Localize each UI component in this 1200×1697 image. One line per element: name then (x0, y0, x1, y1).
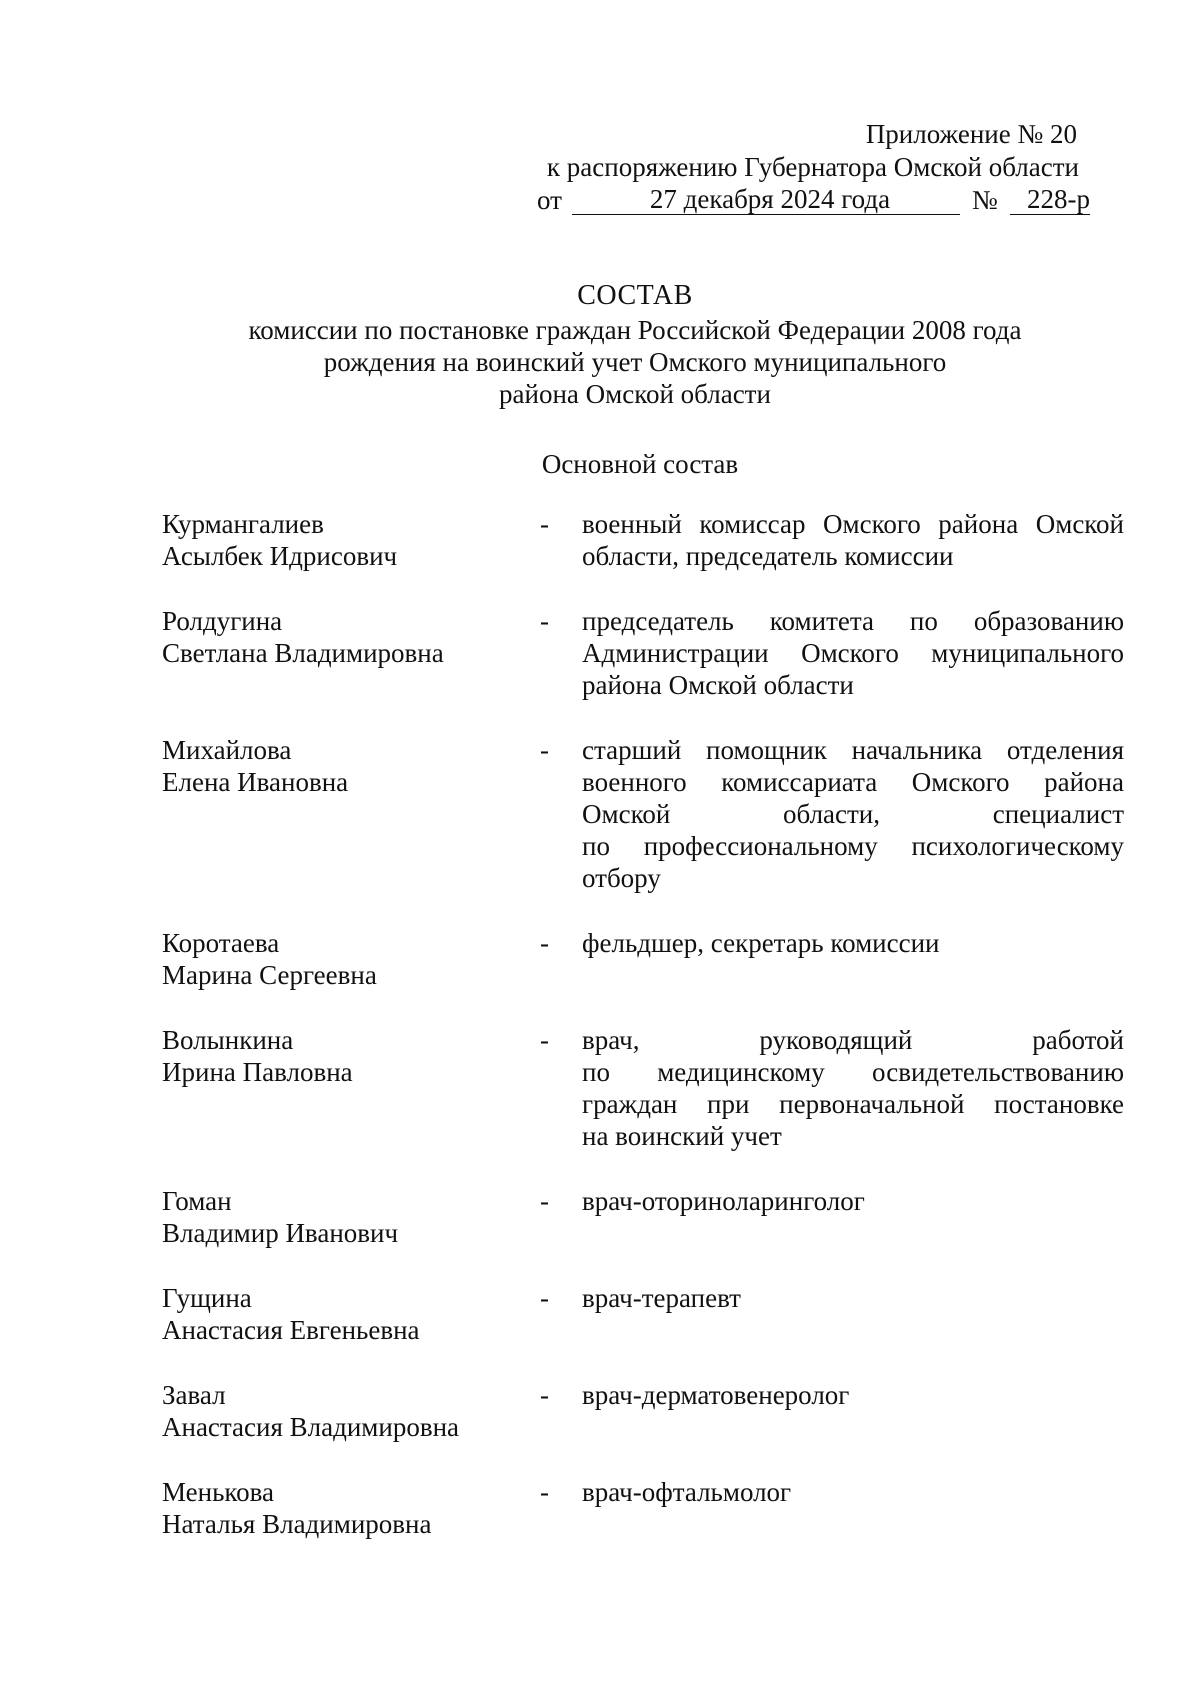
member-role-line: врач-офтальмолог (582, 1477, 792, 1507)
member-role-line: по медицинскому освидетельствованию (582, 1057, 1124, 1087)
member-surname: Менькова (162, 1477, 275, 1507)
member-role-line: граждан при первоначальной постановке (582, 1089, 1124, 1119)
member-name (162, 1024, 540, 1152)
member-name (162, 508, 540, 572)
member-surname: Гущина (162, 1283, 252, 1313)
member-given-names: Наталья Владимировна (162, 1509, 432, 1539)
member-role (582, 734, 1124, 894)
member-row (162, 1282, 1124, 1346)
member-dash: - (540, 1380, 549, 1410)
member-role (582, 927, 1124, 991)
member-dash: - (540, 1283, 549, 1313)
member-role (582, 1024, 1124, 1152)
member-name (162, 1185, 540, 1249)
member-role-line: врач-терапевт (582, 1283, 741, 1313)
member-dash: - (540, 1025, 549, 1055)
member-role-line: врач-дерматовенеролог (582, 1380, 850, 1410)
member-name (162, 605, 540, 701)
member-given-names: Марина Сергеевна (162, 960, 377, 990)
member-role-line: фельдшер, секретарь комиссии (582, 928, 940, 958)
member-role-line: врач, руководящий работой (582, 1025, 1124, 1055)
member-surname: Завал (162, 1380, 226, 1410)
member-role-line: по профессиональному психологическому (582, 831, 1124, 861)
document-title (150, 280, 1120, 410)
member-dash: - (540, 928, 549, 958)
appendix-header (490, 118, 1090, 217)
member-row (162, 1476, 1124, 1540)
order-date-text: 27 декабря 2024 года (649, 184, 891, 214)
member-row (162, 1185, 1124, 1249)
member-surname: Коротаева (162, 928, 280, 958)
member-role (582, 605, 1124, 701)
member-surname: Ролдугина (162, 606, 283, 636)
member-surname: Волынкина (162, 1025, 294, 1055)
member-name (162, 1476, 540, 1540)
member-row (162, 605, 1124, 701)
appendix-label: Приложение № 20 (865, 119, 1077, 149)
member-row (162, 927, 1124, 991)
member-role-line: отбору (582, 863, 661, 893)
member-role (582, 1379, 1124, 1443)
member-role-line: области, председатель комиссии (582, 541, 954, 571)
member-row (162, 508, 1124, 572)
member-name (162, 927, 540, 991)
order-date-number (490, 184, 1090, 217)
member-role-line: председатель комитета по образованию (582, 606, 1124, 636)
number-prefix: № (972, 185, 998, 215)
member-dash: - (540, 606, 549, 636)
member-given-names: Асылбек Идрисович (162, 541, 398, 571)
member-row (162, 734, 1124, 894)
member-row (162, 1379, 1124, 1443)
member-name (162, 1379, 540, 1443)
title-heading: СОСТАВ (577, 280, 693, 311)
member-role-line: военного комиссариата Омского района (582, 767, 1124, 797)
member-role-line: Администрации Омского муниципального (582, 638, 1124, 668)
member-dash: - (540, 1186, 549, 1216)
member-name (162, 1282, 540, 1346)
member-role (582, 1476, 1124, 1540)
member-surname: Гоман (162, 1186, 232, 1216)
member-given-names: Анастасия Владимировна (162, 1412, 459, 1442)
member-row (162, 1024, 1124, 1152)
member-surname: Курмангалиев (162, 509, 324, 539)
member-role-line: на воинский учет (582, 1121, 782, 1151)
member-role-line: врач-оториноларинголог (582, 1186, 865, 1216)
member-role (582, 1185, 1124, 1249)
member-role-line: военный комиссар Омского района Омской (582, 509, 1124, 539)
date-prefix: от (537, 185, 562, 215)
member-dash: - (540, 735, 549, 765)
member-given-names: Елена Ивановна (162, 767, 349, 797)
member-role-line: района Омской области (582, 670, 854, 700)
member-role (582, 1282, 1124, 1346)
member-role-line: Омской области, специалист (582, 799, 1124, 829)
section-title: Основной состав (541, 449, 739, 479)
member-given-names: Анастасия Евгеньевна (162, 1315, 420, 1345)
member-given-names: Ирина Павловна (162, 1057, 353, 1087)
member-role-line: старший помощник начальника отделения (582, 735, 1124, 765)
title-line-1: комиссии по постановке граждан Российской Федерации 2008 года (248, 315, 1022, 345)
member-dash: - (540, 509, 549, 539)
order-reference: к распоряжению Губернатора Омской области (546, 152, 1079, 182)
title-line-2: рождения на воинский учет Омского муниципального (323, 347, 947, 377)
member-dash: - (540, 1477, 549, 1507)
member-given-names: Владимир Иванович (162, 1218, 399, 1248)
title-line-3: района Омской области (499, 379, 771, 409)
member-role (582, 508, 1124, 572)
order-date (572, 184, 960, 215)
member-name (162, 734, 540, 894)
order-number: 228-р (1010, 184, 1090, 215)
member-surname: Михайлова (162, 735, 292, 765)
member-given-names: Светлана Владимировна (162, 638, 444, 668)
members-list (162, 508, 1124, 1573)
